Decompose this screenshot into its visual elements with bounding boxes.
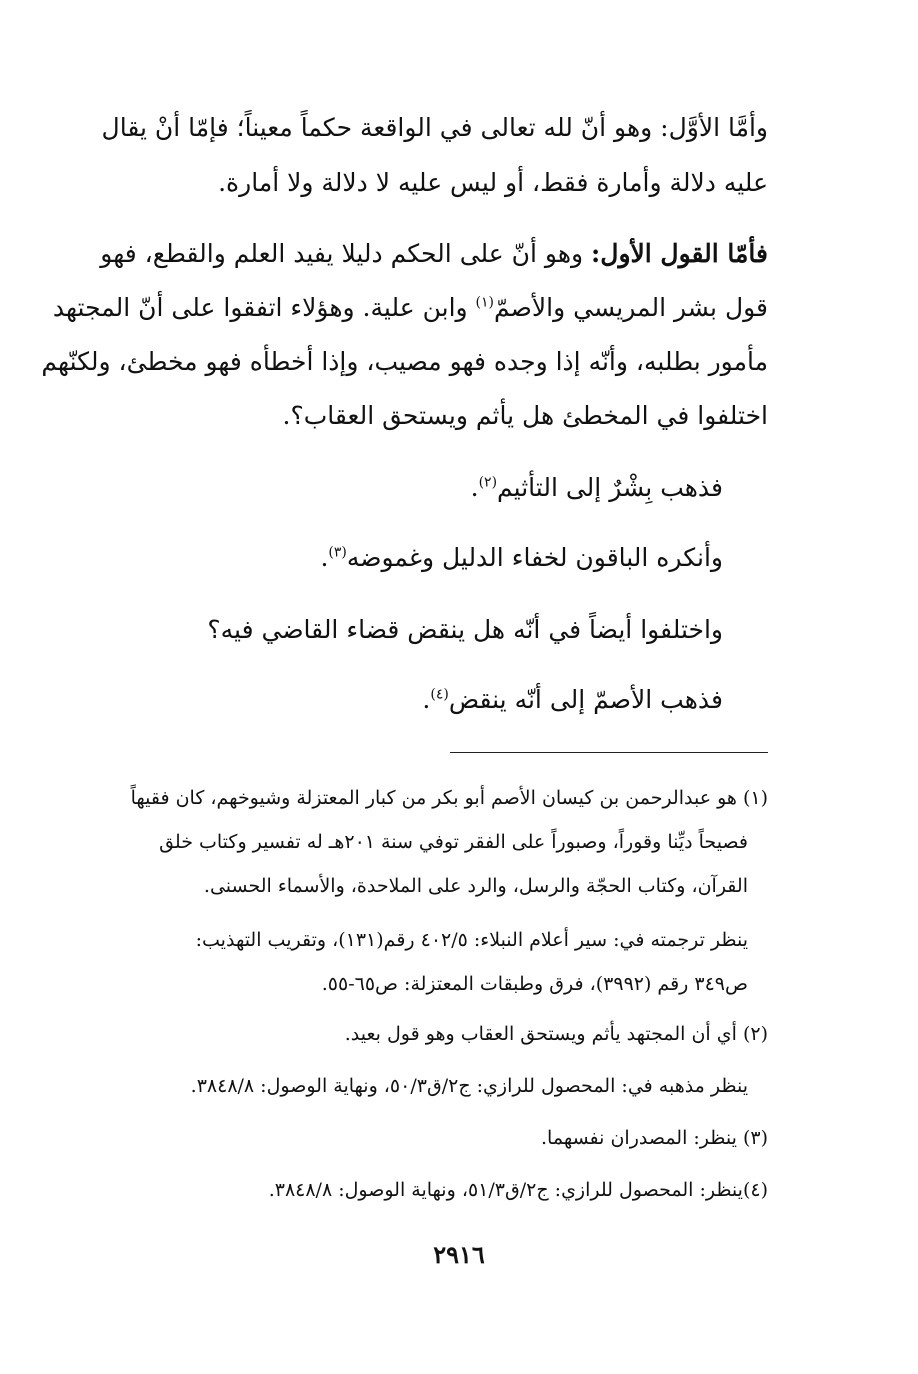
footnote-line: ص٣٤٩ رقم (٣٩٩٢)، فرق وطبقات المعتزلة: ص٦٥-٥٥. [321, 973, 748, 995]
main-text-line: مأمور بطلبه، وأنّه إذا وجده فهو مصيب، وإذا أخطأه فهو مخطئ، ولكنّهم [41, 347, 768, 376]
main-text-line: وأمَّا الأوَّل: وهو أنّ لله تعالى في الواقعة حكماً معيناً؛ فإمّا أنْ يقال [101, 113, 768, 142]
main-text-line: واختلفوا أيضاً في أنّه هل ينقض قضاء القاضي فيه؟ [207, 615, 723, 644]
footnote-marker: (٢) [478, 474, 498, 491]
section-heading: فأمّا القول الأول: [591, 239, 768, 268]
footnote-marker: (٣) [328, 544, 347, 561]
main-text-line [471, 470, 723, 506]
main-text: فذهب الأصمّ إلى أنّه ينقض [448, 685, 723, 714]
footnote-line: فصيحاً ديِّنا وقوراً، وصبوراً على الفقر توفي سنة ٢٠١هـ له تفسير وكتاب خلق [159, 831, 748, 853]
main-text: . [470, 473, 479, 502]
main-text: فذهب بِشْرٌ إلى التأثيم [497, 473, 723, 502]
main-text: وهو أنّ على الحكم دليلا يفيد العلم والقطع، فهو [100, 239, 592, 268]
main-text-line [100, 236, 768, 272]
footnote-line: ينظر ترجمته في: سير أعلام النبلاء: ٤٠٢/٥ رقم(١٣١)، وتقريب التهذيب: [195, 929, 748, 951]
main-text: وابن علية. وهؤلاء اتفقوا على أنّ المجتهد [52, 293, 476, 322]
footnote-marker: (٤) [430, 686, 449, 703]
footnote-marker: (١) [475, 294, 495, 311]
main-text: قول بشر المريسي والأصمّ [494, 293, 768, 322]
main-text-line: اختلفوا في المخطئ هل يأثم ويستحق العقاب؟. [282, 401, 768, 430]
main-text-line [320, 540, 723, 576]
footnote-line: القرآن، وكتاب الحجّة والرسل، والرد على الملاحدة، والأسماء الحسنى. [203, 875, 748, 897]
main-text-line [422, 682, 723, 718]
footnote-line: ينظر مذهبه في: المحصول للرازي: ج٢/ق٥٠/٣، ونهاية الوصول: ٣٨٤٨/٨. [190, 1075, 748, 1097]
footnote-line: (٢) أي أن المجتهد يأثم ويستحق العقاب وهو قول بعيد. [344, 1023, 768, 1045]
footnote-line: (٤)ينظر: المحصول للرازي: ج٢/ق٥١/٣، ونهاية الوصول: ٣٨٤٨/٨. [268, 1179, 768, 1201]
main-text-line: عليه دلالة وأمارة فقط، أو ليس عليه لا دلالة ولا أمارة. [218, 168, 768, 197]
page-number: ٢٩١٦ [433, 1240, 485, 1269]
main-text: . [422, 685, 431, 714]
footnote-separator [450, 752, 768, 753]
footnote-line: (٣) ينظر: المصدران نفسهما. [541, 1127, 768, 1149]
footnote-line: (١) هو عبدالرحمن بن كيسان الأصم أبو بكر من كبار المعتزلة وشيوخهم، كان فقيهاً [130, 787, 768, 809]
main-text: . [320, 543, 329, 572]
main-text-line [53, 290, 768, 326]
main-text: وأنكره الباقون لخفاء الدليل وغموضه [346, 543, 723, 572]
